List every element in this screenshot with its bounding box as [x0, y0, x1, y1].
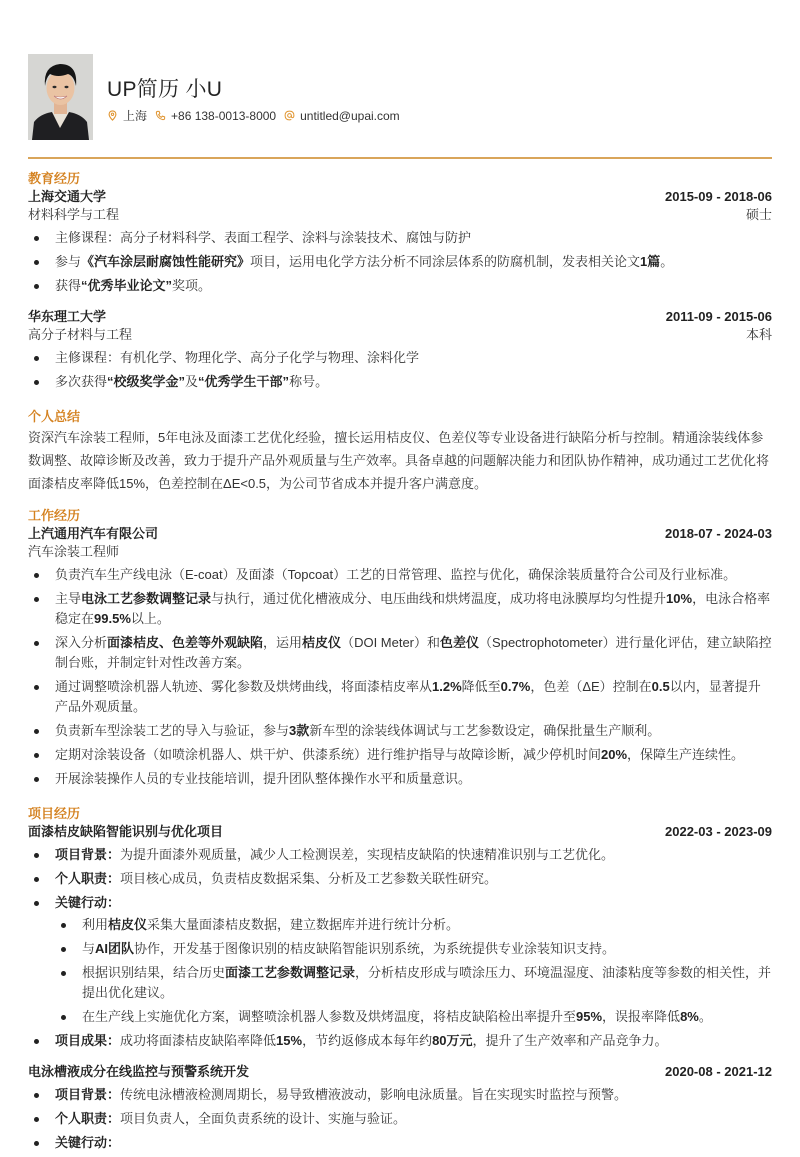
list-item: 负责汽车生产线电泳（E-coat）及面漆（Topcoat）工艺的日常管理、监控与优化，确保涂装质量符合公司及行业标准。 — [28, 565, 772, 585]
contact-location — [107, 107, 147, 124]
list-item: 利用桔皮仪采集大量面漆桔皮数据，建立数据库并进行统计分析。 — [55, 915, 772, 935]
date-range: 2011-09 - 2015-06 — [665, 309, 772, 324]
list-item: 项目背景：传统电泳槽液检测周期长，易导致槽液波动，影响电泳质量。旨在实现实时监控与预警。 — [28, 1085, 772, 1105]
list-item: 开展涂装操作人员的专业技能培训，提升团队整体操作水平和质量意识。 — [28, 769, 772, 789]
contact-info — [107, 107, 408, 124]
list-item: 个人职责：项目核心成员，负责桔皮数据采集、分析及工艺参数关联性研究。 — [28, 869, 772, 889]
date-range: 2018-07 - 2024-03 — [665, 526, 772, 541]
education-section — [28, 170, 772, 392]
sub-bullet-list — [55, 915, 772, 1027]
list-item: 主修课程：高分子材料科学、表面工程学、涂料与涂装技术、腐蚀与防护 — [28, 228, 772, 248]
bullet-list — [28, 348, 772, 392]
list-item: 根据识别结果，结合历史面漆工艺参数调整记录，分析桔皮形成与喷涂压力、环境温湿度、油漆粘度等参数的相关性，并提出优化建议。 — [55, 963, 772, 1003]
list-item: 获得“优秀毕业论文”奖项。 — [28, 276, 772, 296]
degree: 本科 — [745, 327, 772, 342]
summary-section — [28, 408, 772, 495]
list-item: 与AI团队协作，开发基于图像识别的桔皮缺陷智能识别系统，为系统提供专业涂装知识支持。 — [55, 939, 772, 959]
work-section — [28, 507, 772, 789]
education-entry — [28, 188, 772, 296]
resume-body — [28, 170, 772, 1157]
at-sign-icon — [284, 110, 295, 121]
major: 高分子材料与工程 — [28, 327, 133, 342]
avatar-icon — [28, 54, 93, 140]
bullet-list — [28, 1085, 772, 1153]
date-range: 2020-08 - 2021-12 — [665, 1064, 772, 1079]
phone-icon — [155, 110, 166, 121]
resume-header — [28, 54, 772, 144]
summary-text: 资深汽车涂装工程师，5年电泳及面漆工艺优化经验，擅长运用桔皮仪、色差仪等专业设备进行缺陷分析与控制。精通涂装线体参数调整、故障诊断及改善，致力于提升产品外观质量与生产效率。具备卓越的问题解决能力和团队协作精神，成功通过工艺优化将面漆桔皮率降低15%，色差控制在ΔE<0.5，为公司节省成本并提升客户满意度。 — [28, 430, 770, 491]
section-title-projects: 项目经历 — [28, 806, 81, 821]
date-range: 2022-03 - 2023-09 — [665, 824, 772, 839]
project-entry — [28, 823, 772, 1051]
list-item: 项目背景：为提升面漆外观质量，减少人工检测误差，实现桔皮缺陷的快速精准识别与工艺优化。 — [28, 845, 772, 865]
education-entry — [28, 308, 772, 392]
major: 材料科学与工程 — [28, 207, 120, 222]
project-name: 面漆桔皮缺陷智能识别与优化项目 — [28, 824, 224, 839]
contact-email — [284, 109, 400, 123]
phone-text: +86 138-0013-8000 — [171, 108, 277, 123]
profile-photo — [28, 54, 93, 140]
list-item: 负责新车型涂装工艺的导入与验证，参与3款新车型的涂装线体调试与工艺参数设定，确保批量生产顺利。 — [28, 721, 772, 741]
list-item: 多次获得“校级奖学金”及“优秀学生干部”称号。 — [28, 372, 772, 392]
list-item: 关键行动： 利用桔皮仪采集大量面漆桔皮数据，建立数据库并进行统计分析。 与AI团队协作，开发基于图像识别的桔皮缺陷智能识别系统，为系统提供专业涂装知识支持。 根据识别结果，结合历史面漆工艺参数调整记录，分析桔皮形成与喷涂压力、环境温湿度、油漆粘度等参数的相关性，并提出优化建议。 在生产线上实施优化方案，调整喷涂机器人参数及烘烤温度，将桔皮缺陷检出率提升至95%，误报率降低8%。 — [28, 893, 772, 1027]
list-item: 深入分析面漆桔皮、色差等外观缺陷，运用桔皮仪（DOI Meter）和色差仪（Spectrophotometer）进行量化评估，建立缺陷控制台账，并制定针对性改善方案。 — [28, 633, 772, 673]
job-title: 汽车涂装工程师 — [28, 544, 120, 559]
school-name: 上海交通大学 — [28, 189, 107, 204]
list-item: 参与《汽车涂层耐腐蚀性能研究》项目，运用电化学方法分析不同涂层体系的防腐机制，发表相关论文1篇。 — [28, 252, 772, 272]
list-item: 在生产线上实施优化方案，调整喷涂机器人参数及烘烤温度，将桔皮缺陷检出率提升至95%，误报率降低8%。 — [55, 1007, 772, 1027]
date-range: 2015-09 - 2018-06 — [665, 189, 772, 204]
section-title-education: 教育经历 — [28, 171, 81, 186]
list-item: 项目成果：成功将面漆桔皮缺陷率降低15%，节约返修成本每年约80万元，提升了生产效率和产品竞争力。 — [28, 1031, 772, 1051]
list-item: 关键行动： — [28, 1133, 772, 1153]
list-item: 定期对涂装设备（如喷涂机器人、烘干炉、供漆系统）进行维护指导与故障诊断，减少停机时间20%，保障生产连续性。 — [28, 745, 772, 765]
bullet-list — [28, 228, 772, 296]
section-title-summary: 个人总结 — [28, 409, 81, 424]
degree: 硕士 — [745, 207, 772, 222]
location-pin-icon — [107, 110, 118, 121]
list-item: 主导电泳工艺参数调整记录与执行，通过优化槽液成分、电压曲线和烘烤温度，成功将电泳膜厚均匀性提升10%，电泳合格率稳定在99.5%以上。 — [28, 589, 772, 629]
project-entry — [28, 1063, 772, 1153]
bullet-list — [28, 845, 772, 1051]
candidate-name: UP简历 小U — [107, 78, 223, 101]
school-name: 华东理工大学 — [28, 309, 107, 324]
list-item: 通过调整喷涂机器人轨迹、雾化参数及烘烤曲线，将面漆桔皮率从1.2%降低至0.7%，色差（ΔE）控制在0.5以内，显著提升产品外观质量。 — [28, 677, 772, 717]
section-title-work: 工作经历 — [28, 508, 81, 523]
list-item: 个人职责：项目负责人，全面负责系统的设计、实施与验证。 — [28, 1109, 772, 1129]
header-divider — [28, 157, 772, 159]
list-item: 主修课程：有机化学、物理化学、高分子化学与物理、涂料化学 — [28, 348, 772, 368]
project-name: 电泳槽液成分在线监控与预警系统开发 — [28, 1064, 250, 1079]
email-text: untitled@upai.com — [300, 108, 400, 123]
location-text: 上海 — [123, 109, 148, 123]
contact-phone — [155, 109, 276, 123]
company-name: 上汽通用汽车有限公司 — [28, 526, 159, 541]
work-entry — [28, 525, 772, 789]
bullet-list — [28, 565, 772, 789]
projects-section — [28, 805, 772, 1153]
